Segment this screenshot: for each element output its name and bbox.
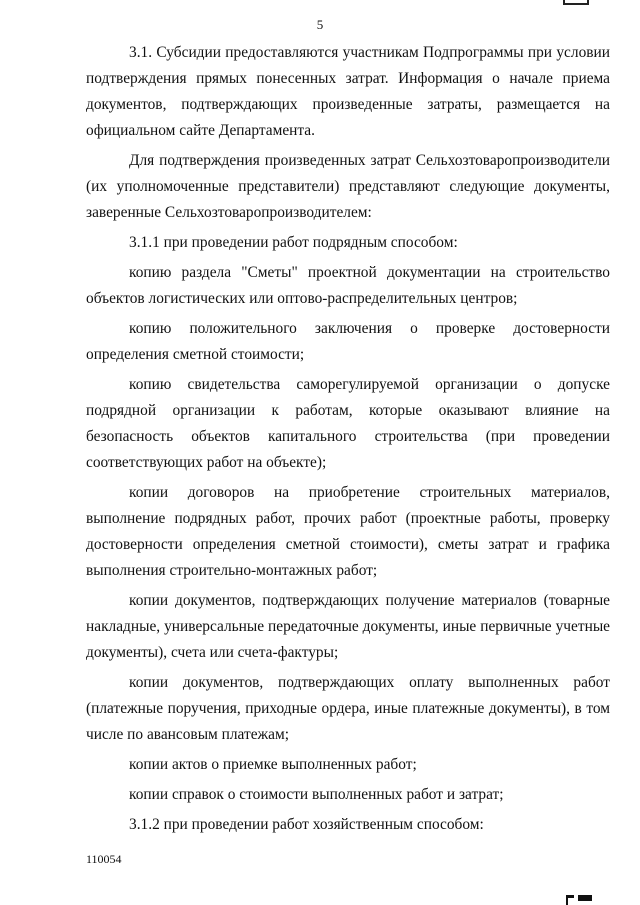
- document-body: [86, 40, 610, 838]
- list-item-materials-receipt: копии документов, подтверждающих получение материалов (товарные накладные, универсальные передаточные документы, иные первичные учетные документы), счета или счета-фактуры;: [86, 592, 610, 661]
- paragraph-documents-intro: Для подтверждения произведенных затрат Сельхозтоваропроизводители (их уполномоченные представители) представляют следующие документы, заверенные Сельхозтоваропроизводителем:: [86, 152, 610, 221]
- footer-code: 110054: [86, 852, 122, 866]
- paragraph-3-1-2: 3.1.2 при проведении работ хозяйственным способом:: [129, 816, 484, 833]
- list-item-contracts: копии договоров на приобретение строительных материалов, выполнение подрядных работ, прочих работ (проектные работы, проверку достоверности определения сметной стоимости), сметы затрат и графика выполнения строительно-монтажных работ;: [86, 484, 610, 579]
- list-item-sro-certificate: копию свидетельства саморегулируемой организации о допуске подрядной организации к работам, которые оказывают влияние на безопасность объектов капитального строительства (при проведении соответствующих работ на объекте);: [86, 376, 610, 471]
- list-item-positive-conclusion: копию положительного заключения о проверке достоверности определения сметной стоимости;: [86, 320, 610, 363]
- list-item-payment-documents: копии документов, подтверждающих оплату выполненных работ (платежные поручения, приходные ордера, иные платежные документы), в том числе по авансовым платежам;: [86, 674, 610, 743]
- list-item-acceptance-acts: копии актов о приемке выполненных работ;: [129, 756, 417, 773]
- scan-corner-mark-bottom: [566, 893, 596, 905]
- paragraph-3-1: 3.1. Субсидии предоставляются участникам Подпрограммы при условии подтверждения прямых понесенных затрат. Информация о начале приема документов, подтверждающих произведенные затраты, размещается на официальном сайте Департамента.: [86, 44, 610, 139]
- scan-corner-mark-top: [563, 0, 589, 5]
- list-item-estimate-copy: копию раздела "Сметы" проектной документации на строительство объектов логистических или оптово-распределительных центров;: [86, 264, 610, 307]
- list-item-cost-certificates: копии справок о стоимости выполненных работ и затрат;: [129, 786, 504, 803]
- paragraph-3-1-1: 3.1.1 при проведении работ подрядным способом:: [129, 234, 458, 251]
- page-number: 5: [316, 17, 324, 32]
